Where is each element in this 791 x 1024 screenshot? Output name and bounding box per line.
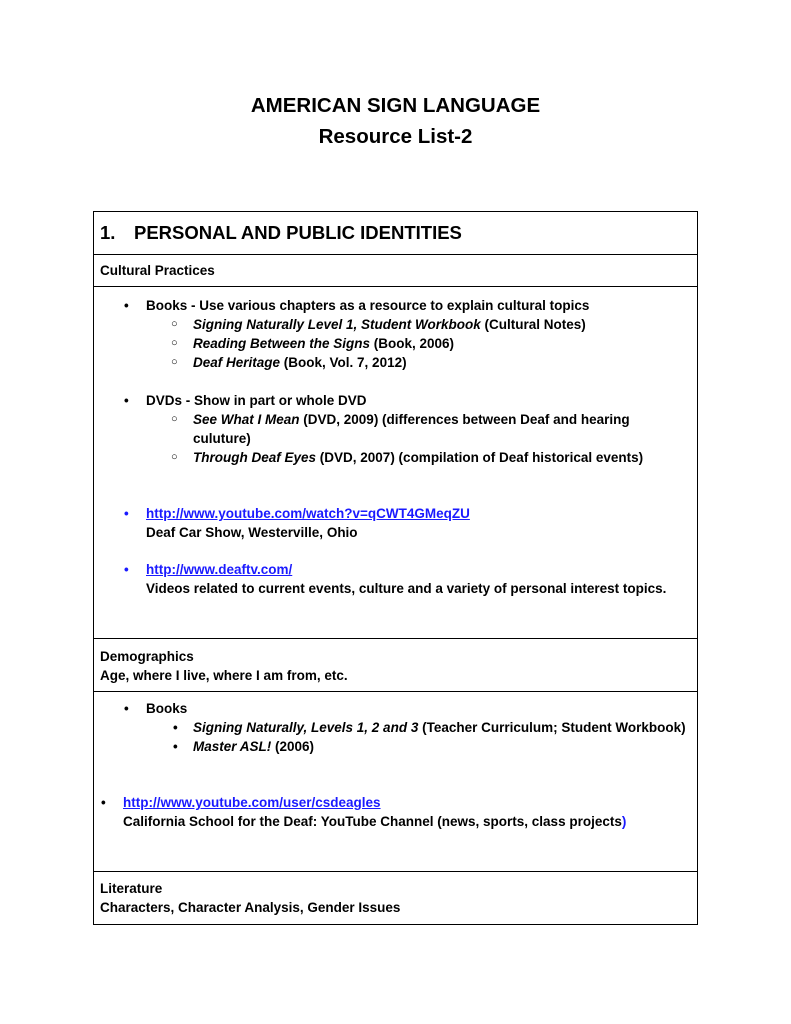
literature-subheading: Characters, Character Analysis, Gender Issues <box>100 900 401 915</box>
list-item <box>100 315 691 334</box>
link-description: California School for the Deaf: YouTube Channel (news, sports, class projects) <box>123 814 627 829</box>
dvd-title: See What I Mean <box>193 412 300 427</box>
list-item <box>100 334 691 353</box>
circle-bullet-icon: ○ <box>171 356 178 368</box>
literature-header <box>94 872 698 925</box>
bullet-icon: • <box>124 506 129 521</box>
bullet-icon: • <box>173 720 178 735</box>
circle-bullet-icon: ○ <box>171 318 178 330</box>
book-title: Signing Naturally Level 1, Student Workbook <box>193 317 481 332</box>
book-note: (2006) <box>271 739 315 754</box>
section-heading <box>100 212 691 254</box>
list-item <box>100 296 691 315</box>
dvds-label: DVDs - Show in part or whole DVD <box>146 393 367 408</box>
bullet-icon: • <box>124 562 129 577</box>
books-label: Books <box>146 701 188 716</box>
deaftv-link[interactable]: http://www.deaftv.com/ <box>146 562 293 577</box>
list-item <box>100 448 691 467</box>
book-note: (Book, 2006) <box>370 336 455 351</box>
book-title: Deaf Heritage <box>193 355 281 370</box>
document-title: AMERICAN SIGN LANGUAGE <box>250 94 541 117</box>
demographics-heading: Demographics <box>100 649 194 664</box>
list-item <box>100 504 691 542</box>
circle-bullet-icon: ○ <box>171 413 178 425</box>
dvd-note: (DVD, 2007) (compilation of Deaf historical events) <box>316 450 644 465</box>
book-note: (Cultural Notes) <box>480 317 586 332</box>
csd-youtube-link[interactable]: http://www.youtube.com/user/csdeagles <box>123 795 381 810</box>
cultural-practices-heading: Cultural Practices <box>100 263 215 278</box>
literature-heading: Literature <box>100 881 163 896</box>
demographics-subheading: Age, where I live, where I am from, etc. <box>100 668 348 683</box>
bullet-icon: • <box>124 701 129 716</box>
list-item <box>100 793 691 831</box>
cultural-practices-content <box>94 287 698 639</box>
document-subtitle: Resource List-2 <box>318 125 473 148</box>
bullet-icon: • <box>173 739 178 754</box>
book-title: Signing Naturally, Levels 1, 2 and 3 <box>193 720 419 735</box>
list-item <box>100 560 691 598</box>
demographics-header <box>94 639 698 692</box>
circle-bullet-icon: ○ <box>171 451 178 463</box>
resource-table <box>93 211 698 925</box>
books-label: Books - Use various chapters as a resource to explain cultural topics <box>146 298 590 313</box>
section-title: PERSONAL AND PUBLIC IDENTITIES <box>134 222 462 243</box>
bullet-icon: • <box>101 795 106 810</box>
dvd-title: Through Deaf Eyes <box>193 450 317 465</box>
book-title: Reading Between the Signs <box>193 336 371 351</box>
youtube-car-show-link[interactable]: http://www.youtube.com/watch?v=qCWT4GMeqZU <box>146 506 470 521</box>
demographics-content <box>94 692 698 872</box>
bullet-icon: • <box>124 298 129 313</box>
list-item <box>100 410 691 448</box>
link-description: Videos related to current events, culture and a variety of personal interest topics. <box>146 581 667 596</box>
dvd-note: (DVD, 2009) (differences between Deaf and hearing culuture) <box>193 412 630 446</box>
list-item <box>100 699 691 718</box>
list-item <box>100 718 691 737</box>
list-item <box>100 353 691 372</box>
list-item <box>100 391 691 410</box>
book-note: (Teacher Curriculum; Student Workbook) <box>418 720 686 735</box>
list-item <box>100 737 691 756</box>
section-number: 1. <box>100 222 116 243</box>
link-description: Deaf Car Show, Westerville, Ohio <box>146 525 358 540</box>
book-note: (Book, Vol. 7, 2012) <box>280 355 407 370</box>
circle-bullet-icon: ○ <box>171 337 178 349</box>
bullet-icon: • <box>124 393 129 408</box>
book-title: Master ASL! <box>193 739 272 754</box>
